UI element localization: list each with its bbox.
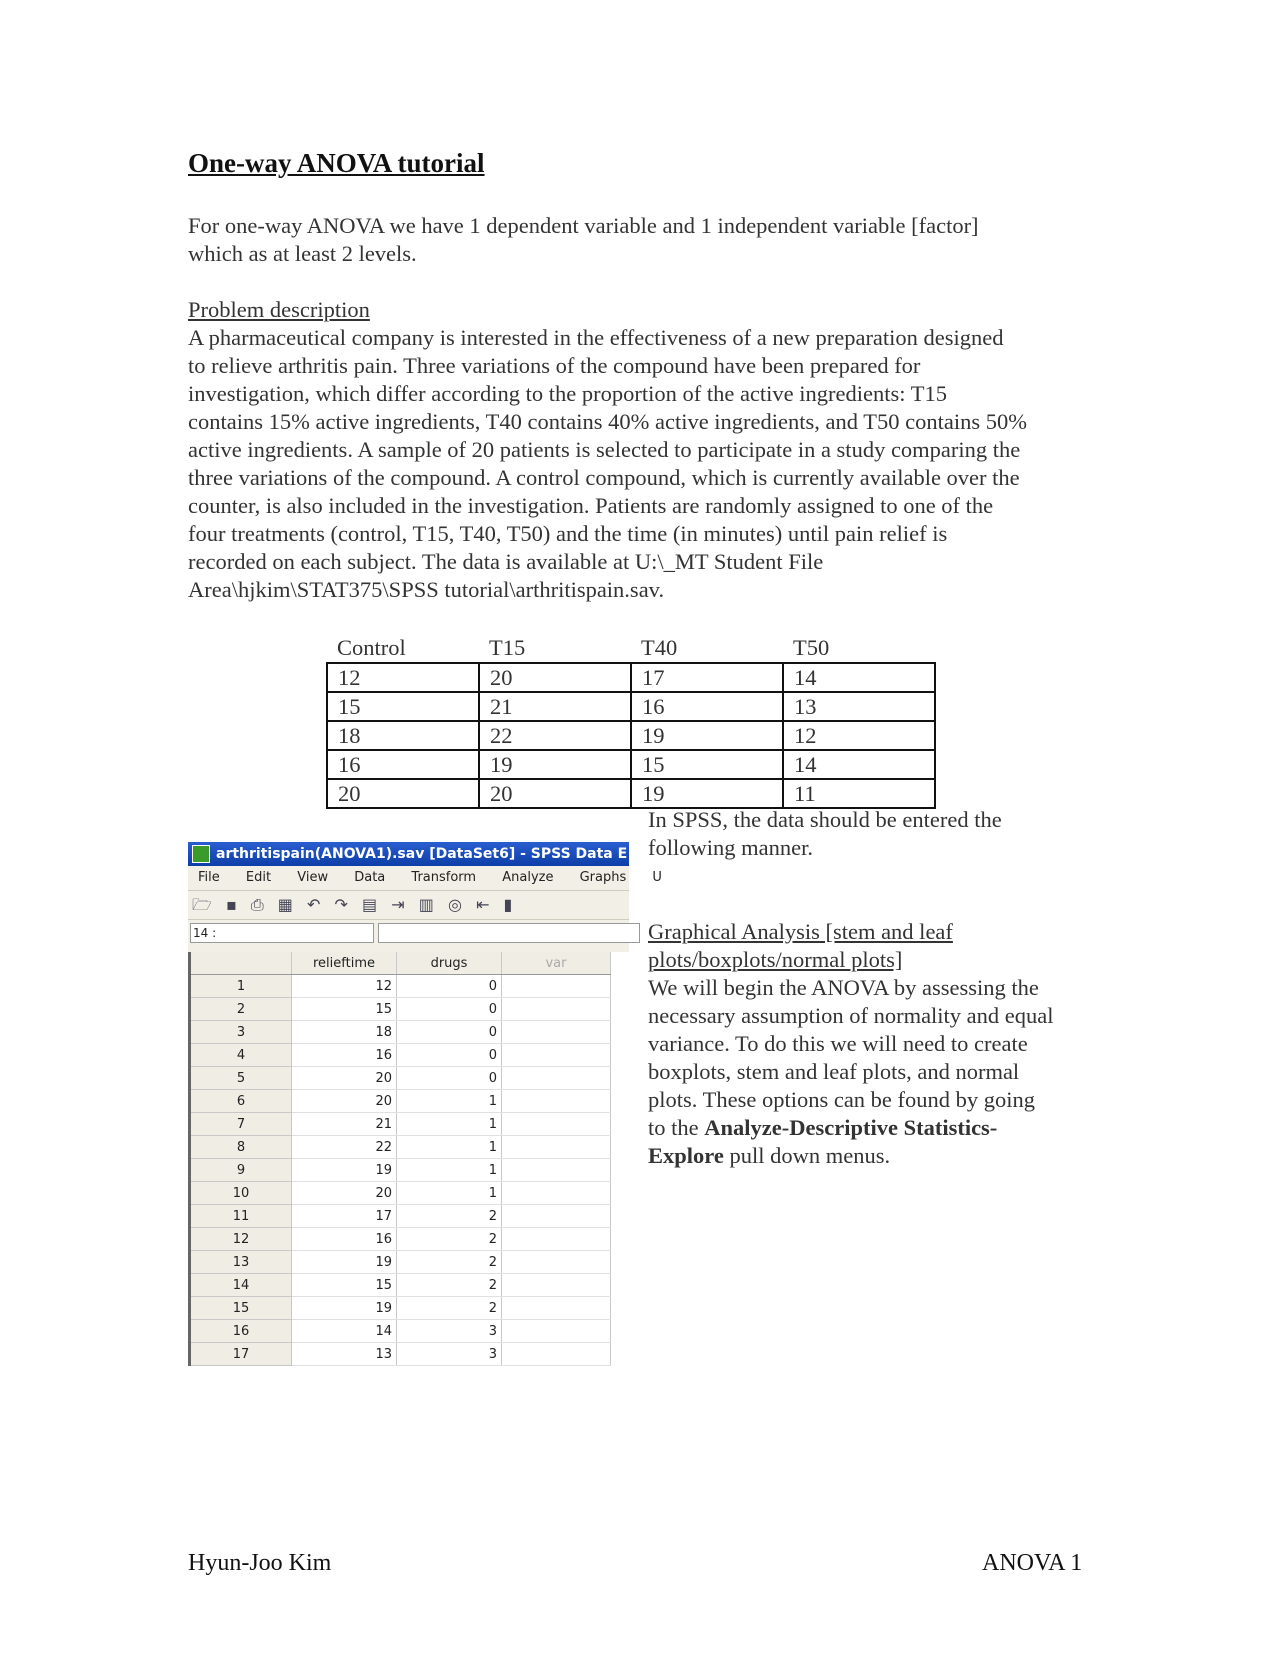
intro-line: which as at least 2 levels. xyxy=(188,241,417,266)
empty-var-cell[interactable] xyxy=(502,1251,611,1274)
graphical-analysis-section xyxy=(648,918,1108,1170)
goto-case-icon[interactable]: ▤ xyxy=(362,895,378,914)
relieftime-cell[interactable]: 18 xyxy=(292,1021,397,1044)
undo-icon[interactable]: ↶ xyxy=(307,895,321,914)
row-number-header xyxy=(191,952,292,975)
drugs-cell[interactable]: 0 xyxy=(397,1044,502,1067)
graphical-line: plots. These options can be found by going xyxy=(648,1087,1036,1112)
problem-line: counter, is also included in the investigation. Patients are randomly assigned to one of the xyxy=(188,493,994,518)
column-header: T50 xyxy=(793,635,830,660)
problem-heading: Problem description xyxy=(188,297,370,322)
empty-var-cell[interactable] xyxy=(502,1044,611,1067)
drugs-cell[interactable]: 2 xyxy=(397,1297,502,1320)
drugs-cell[interactable]: 1 xyxy=(397,1136,502,1159)
graphical-line xyxy=(648,1114,1108,1142)
relieftime-cell[interactable]: 20 xyxy=(292,1182,397,1205)
empty-var-cell[interactable] xyxy=(502,998,611,1021)
relieftime-cell[interactable]: 19 xyxy=(292,1159,397,1182)
table-cell: 14 xyxy=(783,750,935,779)
drugs-cell[interactable]: 0 xyxy=(397,1067,502,1090)
spss-grid-row xyxy=(191,1044,611,1067)
row-number[interactable]: 16 xyxy=(191,1320,292,1343)
column-header: T15 xyxy=(489,635,526,660)
table-row xyxy=(327,692,935,721)
redo-icon[interactable]: ↷ xyxy=(334,895,348,914)
row-number[interactable]: 6 xyxy=(191,1090,292,1113)
problem-line: active ingredients. A sample of 20 patients is selected to participate in a study comparing the xyxy=(188,437,1021,462)
row-number[interactable]: 2 xyxy=(191,998,292,1021)
relieftime-cell[interactable]: 19 xyxy=(292,1251,397,1274)
table-row xyxy=(327,721,935,750)
row-number[interactable]: 5 xyxy=(191,1067,292,1090)
empty-var-cell[interactable] xyxy=(502,1067,611,1090)
empty-var-cell[interactable] xyxy=(502,1021,611,1044)
table-row xyxy=(327,779,935,808)
empty-var-cell[interactable] xyxy=(502,1113,611,1136)
note-line: In SPSS, the data should be entered the xyxy=(648,807,1002,832)
relieftime-cell[interactable]: 16 xyxy=(292,1044,397,1067)
row-number[interactable]: 11 xyxy=(191,1205,292,1228)
menu-view[interactable]: View xyxy=(297,870,329,885)
problem-line: investigation, which differ according to the proportion of the active ingredients: T15 xyxy=(188,381,947,406)
spss-grid-row xyxy=(191,1021,611,1044)
empty-var-cell[interactable] xyxy=(502,1159,611,1182)
table-cell: 20 xyxy=(327,779,479,808)
spss-grid-row xyxy=(191,1182,611,1205)
footer-page-label: ANOVA 1 xyxy=(982,1550,1083,1576)
graphical-line-tail: pull down menus. xyxy=(723,1143,891,1168)
graphical-line: necessary assumption of normality and equal xyxy=(648,1003,1054,1028)
drugs-cell[interactable]: 1 xyxy=(397,1113,502,1136)
empty-var-cell[interactable] xyxy=(502,1182,611,1205)
dialog-recall-icon[interactable]: ▦ xyxy=(277,895,293,914)
column-header-relieftime[interactable]: relieftime xyxy=(292,952,397,975)
spss-grid-row xyxy=(191,1113,611,1136)
spss-title-bar xyxy=(188,842,629,866)
row-number[interactable]: 3 xyxy=(191,1021,292,1044)
table-cell: 19 xyxy=(479,750,631,779)
relieftime-cell[interactable]: 20 xyxy=(292,1090,397,1113)
empty-var-cell[interactable] xyxy=(502,1297,611,1320)
note-line: following manner. xyxy=(648,835,813,860)
relieftime-cell[interactable]: 20 xyxy=(292,1067,397,1090)
drugs-cell[interactable]: 1 xyxy=(397,1159,502,1182)
menu-edit[interactable]: Edit xyxy=(245,870,272,885)
row-number[interactable]: 10 xyxy=(191,1182,292,1205)
row-number[interactable]: 9 xyxy=(191,1159,292,1182)
menu-transform[interactable]: Transform xyxy=(411,870,477,885)
spss-grid-row xyxy=(191,1136,611,1159)
spss-grid-row xyxy=(191,1251,611,1274)
variables-icon[interactable]: ▥ xyxy=(418,895,434,914)
empty-var-cell[interactable] xyxy=(502,1343,611,1366)
graphical-heading: plots/boxplots/normal plots] xyxy=(648,947,903,972)
table-cell: 18 xyxy=(327,721,479,750)
relieftime-cell[interactable]: 12 xyxy=(292,975,397,998)
spss-grid-row xyxy=(191,1343,611,1366)
relieftime-cell[interactable]: 16 xyxy=(292,1228,397,1251)
cell-edit-field[interactable] xyxy=(378,923,640,943)
row-number[interactable]: 15 xyxy=(191,1297,292,1320)
drugs-cell[interactable]: 1 xyxy=(397,1090,502,1113)
find-binoculars-icon[interactable]: ◎ xyxy=(447,895,462,914)
table-cell: 16 xyxy=(631,692,783,721)
menu-utilities[interactable]: U xyxy=(652,870,662,885)
table-cell: 15 xyxy=(327,692,479,721)
row-number[interactable]: 8 xyxy=(191,1136,292,1159)
spss-app-icon xyxy=(192,845,210,863)
drugs-cell[interactable]: 0 xyxy=(397,1021,502,1044)
row-number[interactable]: 12 xyxy=(191,1228,292,1251)
problem-line: A pharmaceutical company is interested in the effectiveness of a new preparation designed xyxy=(188,325,1004,350)
menu-path-bold: Explore xyxy=(648,1143,724,1168)
insert-variable-icon[interactable]: ⇤ xyxy=(476,895,490,914)
problem-line: contains 15% active ingredients, T40 contains 40% active ingredients, and T50 contains 50% xyxy=(188,409,1027,434)
table-cell: 22 xyxy=(479,721,631,750)
spss-data-grid xyxy=(188,952,632,1366)
spss-grid-row xyxy=(191,1274,611,1297)
relieftime-cell[interactable]: 19 xyxy=(292,1297,397,1320)
table-cell: 12 xyxy=(783,721,935,750)
menu-analyze[interactable]: Analyze xyxy=(502,870,554,885)
spss-grid-row xyxy=(191,1205,611,1228)
menu-file[interactable]: File xyxy=(198,870,220,885)
spss-toolbar xyxy=(188,891,629,920)
drugs-cell[interactable]: 3 xyxy=(397,1320,502,1343)
table-cell: 14 xyxy=(783,663,935,692)
problem-line: three variations of the compound. A control compound, which is currently available over the xyxy=(188,465,1020,490)
spss-grid-row xyxy=(191,1297,611,1320)
graphical-line: boxplots, stem and leaf plots, and normal xyxy=(648,1059,1020,1084)
spss-note xyxy=(648,806,1088,862)
column-header-var[interactable]: var xyxy=(502,952,611,975)
table-cell: 19 xyxy=(631,779,783,808)
problem-line: recorded on each subject. The data is available at U:\_MT Student File xyxy=(188,549,824,574)
empty-var-cell[interactable] xyxy=(502,1228,611,1251)
graphical-line: variance. To do this we will need to create xyxy=(648,1031,1028,1056)
table-header-row xyxy=(327,634,935,663)
drugs-cell[interactable]: 1 xyxy=(397,1182,502,1205)
treatment-data-table xyxy=(326,634,936,809)
relieftime-cell[interactable]: 21 xyxy=(292,1113,397,1136)
cell-reference-field[interactable]: 14 : xyxy=(190,923,374,943)
table-cell: 11 xyxy=(783,779,935,808)
spss-grid-row xyxy=(191,975,611,998)
save-icon[interactable]: ▪ xyxy=(225,895,237,914)
spss-grid-row xyxy=(191,1067,611,1090)
empty-var-cell[interactable] xyxy=(502,1090,611,1113)
insert-case-icon[interactable]: ⇥ xyxy=(391,895,405,914)
table-cell: 20 xyxy=(479,663,631,692)
column-header: T40 xyxy=(641,635,678,660)
graphical-line: We will begin the ANOVA by assessing the xyxy=(648,975,1039,1000)
problem-line: four treatments (control, T15, T40, T50) and the time (in minutes) until pain relief is xyxy=(188,521,948,546)
relieftime-cell[interactable]: 13 xyxy=(292,1343,397,1366)
drugs-cell[interactable]: 2 xyxy=(397,1228,502,1251)
table-cell: 16 xyxy=(327,750,479,779)
relieftime-cell[interactable]: 22 xyxy=(292,1136,397,1159)
table-cell: 17 xyxy=(631,663,783,692)
split-file-icon[interactable]: ▮ xyxy=(503,895,513,914)
spss-menu-bar xyxy=(188,866,662,891)
column-header: Control xyxy=(337,635,406,660)
empty-var-cell[interactable] xyxy=(502,975,611,998)
spss-data-editor-screenshot xyxy=(188,842,662,1362)
relieftime-cell[interactable]: 15 xyxy=(292,998,397,1021)
drugs-cell[interactable]: 3 xyxy=(397,1343,502,1366)
row-number[interactable]: 17 xyxy=(191,1343,292,1366)
drugs-cell[interactable]: 2 xyxy=(397,1251,502,1274)
empty-var-cell[interactable] xyxy=(502,1205,611,1228)
menu-graphs[interactable]: Graphs xyxy=(579,870,627,885)
problem-paragraph xyxy=(188,324,1108,604)
relieftime-cell[interactable]: 15 xyxy=(292,1274,397,1297)
table-cell: 13 xyxy=(783,692,935,721)
drugs-cell[interactable]: 0 xyxy=(397,998,502,1021)
row-number[interactable]: 1 xyxy=(191,975,292,998)
table-row xyxy=(327,750,935,779)
intro-line: For one-way ANOVA we have 1 dependent variable and 1 independent variable [factor] xyxy=(188,213,979,238)
graphical-line xyxy=(648,1142,1108,1170)
table-cell: 12 xyxy=(327,663,479,692)
graphical-line-prefix: to the xyxy=(648,1115,705,1140)
empty-var-cell[interactable] xyxy=(502,1136,611,1159)
table-cell: 21 xyxy=(479,692,631,721)
table-row xyxy=(327,663,935,692)
spss-grid-row xyxy=(191,1090,611,1113)
spss-grid-row xyxy=(191,1320,611,1343)
column-header-drugs[interactable]: drugs xyxy=(397,952,502,975)
menu-data[interactable]: Data xyxy=(354,870,386,885)
relieftime-cell[interactable]: 14 xyxy=(292,1320,397,1343)
table-cell: 19 xyxy=(631,721,783,750)
row-number[interactable]: 7 xyxy=(191,1113,292,1136)
spss-grid-row xyxy=(191,998,611,1021)
graphical-heading: Graphical Analysis [stem and leaf xyxy=(648,919,953,944)
drugs-cell[interactable]: 2 xyxy=(397,1274,502,1297)
row-number[interactable]: 13 xyxy=(191,1251,292,1274)
drugs-cell[interactable]: 2 xyxy=(397,1205,502,1228)
problem-line: to relieve arthritis pain. Three variations of the compound have been prepared for xyxy=(188,353,921,378)
spss-window-title: arthritispain(ANOVA1).sav [DataSet6] - SPSS Data E xyxy=(216,846,628,862)
table-cell: 15 xyxy=(631,750,783,779)
spss-grid-row xyxy=(191,1159,611,1182)
page-title: One-way ANOVA tutorial xyxy=(188,148,485,178)
row-number[interactable]: 4 xyxy=(191,1044,292,1067)
empty-var-cell[interactable] xyxy=(502,1274,611,1297)
relieftime-cell[interactable]: 17 xyxy=(292,1205,397,1228)
open-folder-icon[interactable]: 🗁 xyxy=(192,895,212,914)
spss-grid-row xyxy=(191,1228,611,1251)
cell-reference-bar xyxy=(188,920,629,944)
intro-paragraph xyxy=(188,212,1068,268)
empty-var-cell[interactable] xyxy=(502,1320,611,1343)
menu-path-bold: Analyze-Descriptive Statistics- xyxy=(704,1115,998,1140)
problem-line: Area\hjkim\STAT375\SPSS tutorial\arthritispain.sav. xyxy=(188,577,665,602)
footer-author: Hyun-Joo Kim xyxy=(188,1550,332,1576)
print-icon[interactable]: ⎙ xyxy=(250,895,264,914)
drugs-cell[interactable]: 0 xyxy=(397,975,502,998)
row-number[interactable]: 14 xyxy=(191,1274,292,1297)
table-cell: 20 xyxy=(479,779,631,808)
grid-header-row xyxy=(191,952,611,975)
